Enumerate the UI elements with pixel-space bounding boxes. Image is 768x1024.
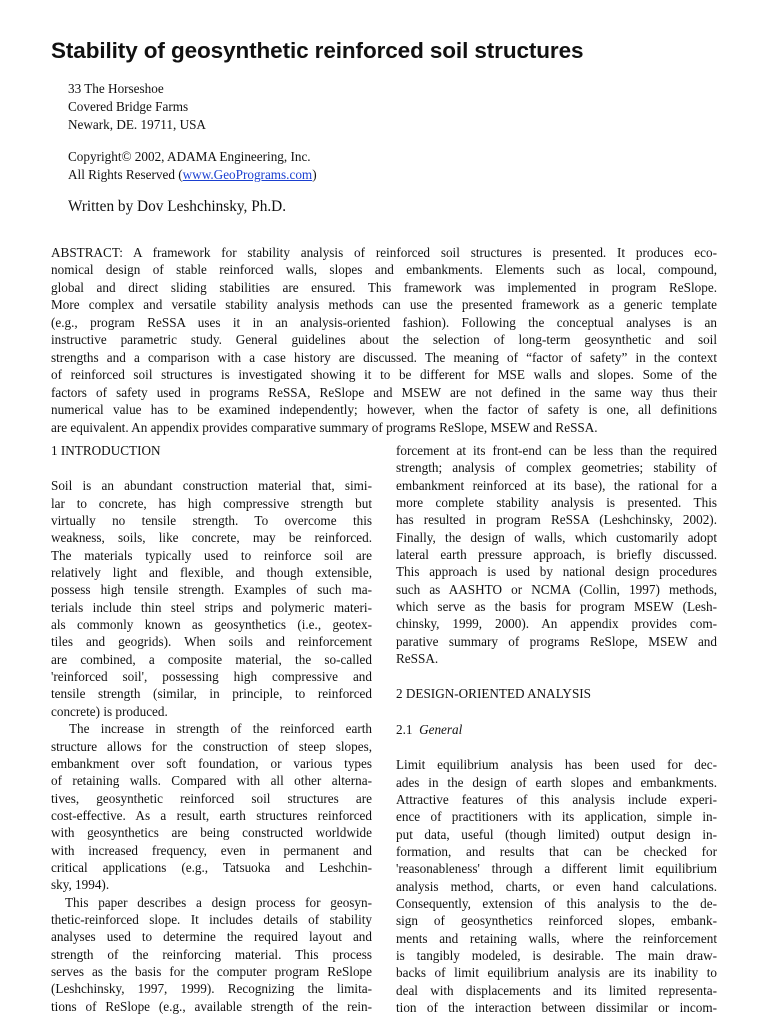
general-paragraph bbox=[396, 756, 717, 1016]
paragraph-line: possess high tensile strength. Examples of such ma- bbox=[51, 582, 372, 598]
paragraph-line: deal with displacements and its limited representa- bbox=[396, 982, 717, 998]
abstract-line: More complex and versatile stability analysis methods can use the presented framework as a generic template bbox=[51, 297, 717, 313]
paper-title: Stability of geosynthetic reinforced soil structures bbox=[51, 38, 584, 63]
paragraph-line: The increase in strength of the reinforced earth bbox=[69, 721, 372, 737]
paragraph-line: strength; analysis of complex geometries; stability of bbox=[396, 460, 717, 476]
rights-suffix: ) bbox=[312, 166, 317, 182]
paragraph-line: more complete stability analysis is presented. This bbox=[396, 495, 717, 511]
paragraph-line: backs of limit equilibrium analysis are its inability to bbox=[396, 965, 717, 981]
abstract-line: instructive parametric study. General guidelines about the selection of long-term geosynthetic and soil bbox=[51, 332, 717, 348]
intro-paragraph-3 bbox=[51, 894, 372, 1015]
left-column bbox=[51, 442, 372, 1015]
paragraph-line: are combined, a composite material, the so-called bbox=[51, 651, 372, 667]
paragraph-line: Soil is an abundant construction material that, simi- bbox=[51, 478, 372, 494]
subsection-title: General bbox=[419, 721, 463, 737]
address-line: Newark, DE. 19711, USA bbox=[68, 117, 206, 132]
paragraph-line: ades in the design of earth slopes and embankments. bbox=[396, 774, 717, 790]
paragraph-line: of retaining walls. Compared with all other alterna- bbox=[51, 773, 372, 789]
paragraph-line: forcement at its front-end can be less than the required bbox=[396, 443, 717, 458]
abstract-line: numerical value has to be examined independently; however, when the factor of safety is one, all definitions bbox=[51, 402, 717, 418]
copyright-block bbox=[68, 148, 317, 183]
intro-paragraph-1 bbox=[51, 477, 372, 720]
copyright-line: Copyright© 2002, ADAMA Engineering, Inc. bbox=[68, 149, 311, 164]
paragraph-line: ReSSA. bbox=[396, 651, 439, 667]
paragraph-line: virtually no tensile strength. To overcome this bbox=[51, 513, 372, 529]
abstract bbox=[51, 244, 717, 436]
paragraph-line: analyses used to determine the required layout and bbox=[51, 929, 372, 945]
paragraph-line: (Leshchinsky, 1997, 1999). Recognizing the limita- bbox=[51, 981, 372, 997]
paragraph-line: tiles and geogrids). When soils and reinforcement bbox=[51, 634, 372, 650]
paragraph-line: has resulted in program ReSSA (Leshchinsky, 2002). bbox=[396, 512, 717, 528]
abstract-line: are equivalent. An appendix provides comparative summary of programs ReSlope, MSEW and ReSSA. bbox=[51, 419, 598, 435]
paragraph-line: ence of practitioners with its application, simple in- bbox=[396, 809, 717, 825]
right-column bbox=[396, 442, 717, 1016]
paragraph-line: thetic-reinforced slope. It includes details of stability bbox=[51, 911, 372, 927]
paragraph-line: concrete) is produced. bbox=[51, 703, 168, 719]
paragraph-line: such as AASHTO or NCMA (Collin, 1997) methods, bbox=[396, 581, 717, 597]
paragraph-line: The materials typically used to reinforce soil are bbox=[51, 547, 372, 563]
paragraph-line: cost-effective. As a result, earth structures reinforced bbox=[51, 807, 372, 823]
paragraph-line: with geosynthetics are being constructed worldwide bbox=[51, 825, 372, 841]
abstract-line: ABSTRACT: A framework for stability analysis of reinforced soil structures is presented. It produces eco- bbox=[51, 245, 717, 260]
paragraph-line: critical applications (e.g., Tatsuoka and Leshchin- bbox=[51, 859, 372, 875]
paragraph-line: formation, and results that can be checked for bbox=[396, 843, 717, 859]
paragraph-line: embankment over soft foundation, or various types bbox=[51, 755, 372, 771]
paragraph-line: sign of geosynthetics reinforced slopes, embank- bbox=[396, 913, 717, 929]
paragraph-line: tensile strength (similar, in principle, to reinforced bbox=[51, 686, 372, 702]
paragraph-line: parative summary of programs ReSlope, MSEW and bbox=[396, 633, 717, 649]
website-link[interactable]: www.GeoPrograms.com bbox=[182, 166, 313, 182]
paragraph-line: Limit equilibrium analysis has been used for dec- bbox=[396, 757, 717, 773]
address-line: 33 The Horseshoe bbox=[68, 81, 164, 96]
paragraph-line: Finally, the design of walls, which customarily adopt bbox=[396, 529, 717, 545]
abstract-line: (e.g., program ReSSA uses it in an analysis-oriented fashion). Following the conceptual analyses is an bbox=[51, 314, 717, 330]
paragraph-line: embankment reinforced at its base), the rational for a bbox=[396, 477, 717, 493]
paragraph-line: is tangibly modeled, is desirable. The main draw- bbox=[396, 947, 717, 963]
abstract-line: factors of safety used in programs ReSSA, ReSlope and MSEW are not defined in the same way thus their bbox=[51, 384, 717, 400]
paragraph-line: relatively light and flexible, and though extensible, bbox=[51, 565, 372, 581]
paragraph-line: analysis method, charts, or even hand calculations. bbox=[396, 878, 717, 894]
rights-line bbox=[68, 166, 317, 184]
paragraph-line: tions of ReSlope (e.g., available strength of the rein- bbox=[51, 998, 372, 1014]
paragraph-line: sky, 1994). bbox=[51, 877, 110, 893]
paragraph-line: structure allows for the construction of steep slopes, bbox=[51, 738, 372, 754]
subsection-heading-general bbox=[396, 721, 717, 738]
intro-paragraph-3-continued bbox=[396, 442, 717, 667]
paragraph-line: put data, useful (though limited) output design in- bbox=[396, 826, 717, 842]
paragraph-line: strength of the reinforcing material. This process bbox=[51, 946, 372, 962]
subsection-number: 2.1 bbox=[396, 721, 413, 737]
paragraph-line: 'reinforced soil', possessing high compressive and bbox=[51, 669, 372, 685]
paragraph-line: which serve as the basis for program MSEW (Lesh- bbox=[396, 599, 717, 615]
abstract-line: strengths and a comparison with a case history are discussed. The meaning of “factor of safety” in the context bbox=[51, 349, 717, 365]
paragraph-line: Consequently, extension of this analysis to the de- bbox=[396, 895, 717, 911]
paragraph-line: terials include thin steel strips and polymeric materi- bbox=[51, 599, 372, 615]
paragraph-line: ments and retaining walls, where the reinforcement bbox=[396, 930, 717, 946]
author-address bbox=[68, 80, 206, 134]
author-line: Written by Dov Leshchinsky, Ph.D. bbox=[68, 198, 287, 215]
abstract-line: global and direct sliding stabilities are ensured. This framework was implemented in program ReSlope. bbox=[51, 279, 717, 295]
paragraph-line: lateral earth pressure approach, is briefly discussed. bbox=[396, 547, 717, 563]
address-line: Covered Bridge Farms bbox=[68, 99, 189, 114]
abstract-line: nomical design of stable reinforced walls, slopes and embankments. Elements such as local, compound, bbox=[51, 262, 717, 278]
paragraph-line: serves as the basis for the computer program ReSlope bbox=[51, 963, 372, 979]
paragraph-line: with increased frequency, even in permanent and bbox=[51, 842, 372, 858]
abstract-line: of reinforced soil structures is investigated showing it to be different for MSE walls and slopes. Some of the bbox=[51, 367, 717, 383]
intro-paragraph-2 bbox=[51, 720, 372, 893]
paragraph-line: This paper describes a design process for geosyn- bbox=[65, 894, 372, 910]
paragraph-line: tion of the interaction between dissimilar or incom- bbox=[396, 999, 717, 1015]
paragraph-line: als commonly known as geosynthetics (i.e., geotex- bbox=[51, 617, 372, 633]
section-heading-design-analysis: 2 DESIGN-ORIENTED ANALYSIS bbox=[396, 686, 592, 702]
paragraph-line: Attractive features of this analysis include experi- bbox=[396, 791, 717, 807]
paragraph-line: weakness, soils, like concrete, may be reinforced. bbox=[51, 530, 372, 546]
paragraph-line: lar to concrete, has high compressive strength but bbox=[51, 495, 372, 511]
paragraph-line: tives, geosynthetic reinforced soil structures are bbox=[51, 790, 372, 806]
paragraph-line: 'reasonableness' through a different limit equilibrium bbox=[396, 861, 717, 877]
paragraph-line: This approach is used by national design procedures bbox=[396, 564, 717, 580]
paragraph-line: chinsky, 1999, 2000). An appendix provides com- bbox=[396, 616, 717, 632]
rights-prefix: All Rights Reserved ( bbox=[68, 166, 183, 182]
section-heading-introduction: 1 INTRODUCTION bbox=[51, 443, 161, 458]
